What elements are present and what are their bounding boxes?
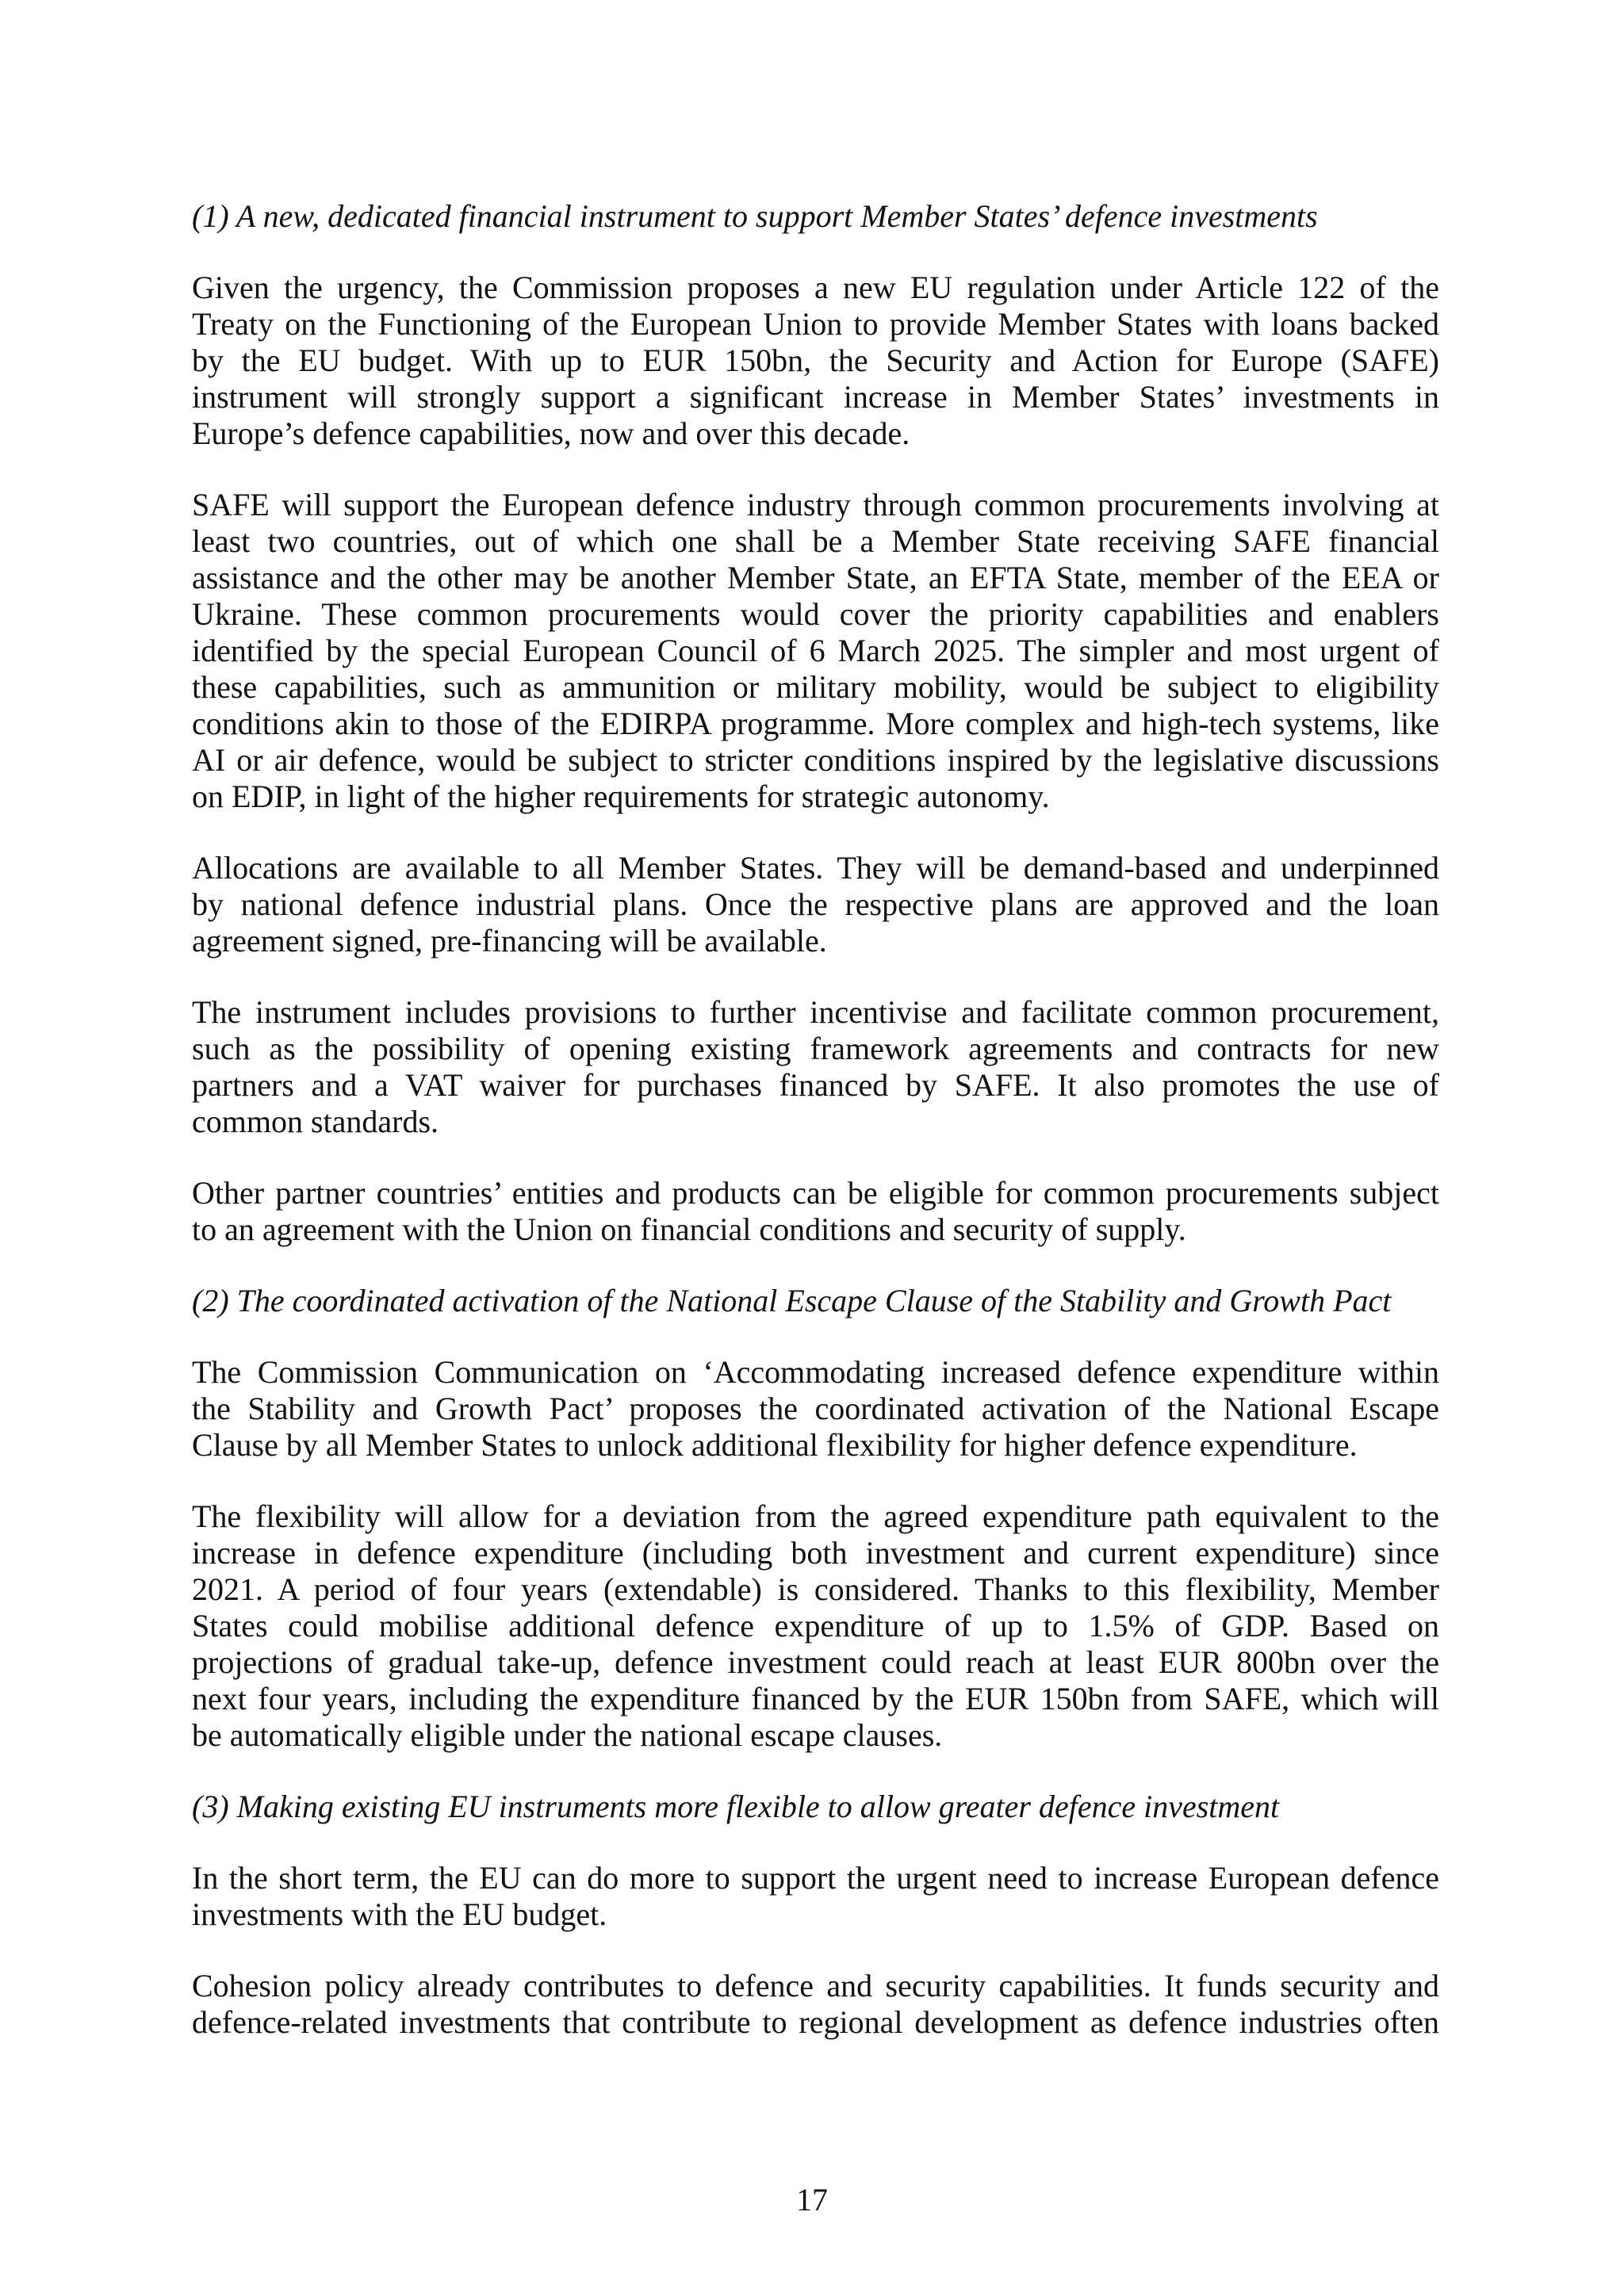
paragraph	[192, 1498, 1439, 1754]
text-line: the Stability and Growth Pact’ proposes the coordinated activation of the National Escape	[192, 1391, 1439, 1426]
text-line: common standards.	[192, 1104, 439, 1139]
text-line: Cohesion policy already contributes to defence and security capabilities. It funds security and	[192, 1968, 1439, 2003]
text-line: be automatically eligible under the national escape clauses.	[192, 1717, 943, 1753]
document-body	[192, 198, 1439, 2076]
text-line: States could mobilise additional defence expenditure of up to 1.5% of GDP. Based on	[192, 1608, 1439, 1644]
text-line: to an agreement with the Union on financial conditions and security of supply.	[192, 1211, 1186, 1247]
text-line: these capabilities, such as ammunition or military mobility, would be subject to eligibility	[192, 669, 1439, 705]
text-line: In the short term, the EU can do more to support the urgent need to increase European defence	[192, 1860, 1439, 1896]
text-line: on EDIP, in light of the higher requirements for strategic autonomy.	[192, 779, 1050, 814]
text-line: Ukraine. These common procurements would cover the priority capabilities and enablers	[192, 596, 1439, 632]
text-line: partners and a VAT waiver for purchases financed by SAFE. It also promotes the use of	[192, 1067, 1439, 1103]
text-line: The flexibility will allow for a deviation from the agreed expenditure path equivalent to the	[192, 1498, 1439, 1534]
text-line: increase in defence expenditure (including both investment and current expenditure) since	[192, 1535, 1439, 1571]
text-line: (2) The coordinated activation of the National Escape Clause of the Stability and Growth Pact	[192, 1283, 1392, 1318]
text-line: investments with the EU budget.	[192, 1896, 607, 1932]
text-line: Europe’s defence capabilities, now and over this decade.	[192, 415, 910, 451]
paragraph	[192, 850, 1439, 959]
section-heading	[192, 198, 1439, 235]
paragraph	[192, 487, 1439, 815]
paragraph	[192, 1968, 1439, 2041]
text-line: (1) A new, dedicated financial instrument to support Member States’ defence investments	[192, 198, 1318, 234]
text-line: assistance and the other may be another Member State, an EFTA State, member of the EEA or	[192, 560, 1439, 595]
page-number: 17	[796, 2182, 828, 2218]
text-line: by the EU budget. With up to EUR 150bn, the Security and Action for Europe (SAFE)	[192, 342, 1439, 378]
text-line: AI or air defence, would be subject to stricter conditions inspired by the legislative discussions	[192, 742, 1439, 778]
text-line: such as the possibility of opening existing framework agreements and contracts for new	[192, 1031, 1439, 1066]
paragraph	[192, 1860, 1439, 1933]
text-line: 2021. A period of four years (extendable) is considered. Thanks to this flexibility, Member	[192, 1571, 1439, 1607]
text-line: Clause by all Member States to unlock additional flexibility for higher defence expenditure.	[192, 1427, 1358, 1463]
paragraph	[192, 1175, 1439, 1248]
text-line: Given the urgency, the Commission proposes a new EU regulation under Article 122 of the	[192, 270, 1439, 305]
text-line: agreement signed, pre-financing will be available.	[192, 923, 827, 959]
paragraph	[192, 1354, 1439, 1464]
text-line: defence-related investments that contribute to regional development as defence industries often	[192, 2004, 1439, 2040]
text-line: instrument will strongly support a significant increase in Member States’ investments in	[192, 379, 1439, 415]
paragraph	[192, 270, 1439, 452]
text-line: The instrument includes provisions to further incentivise and facilitate common procurement,	[192, 994, 1439, 1030]
text-line: conditions akin to those of the EDIRPA programme. More complex and high-tech systems, like	[192, 706, 1439, 741]
text-line: by national defence industrial plans. Once the respective plans are approved and the loan	[192, 886, 1439, 922]
text-line: projections of gradual take-up, defence investment could reach at least EUR 800bn over the	[192, 1644, 1439, 1680]
text-line: SAFE will support the European defence industry through common procurements involving at	[192, 487, 1439, 522]
section-heading	[192, 1283, 1439, 1319]
text-line: Other partner countries’ entities and products can be eligible for common procurements subject	[192, 1175, 1439, 1211]
text-line: least two countries, out of which one shall be a Member State receiving SAFE financial	[192, 523, 1439, 559]
text-line: Allocations are available to all Member States. They will be demand-based and underpinned	[192, 850, 1439, 886]
text-line: The Commission Communication on ‘Accommodating increased defence expenditure within	[192, 1354, 1439, 1390]
text-line: Treaty on the Functioning of the European Union to provide Member States with loans backed	[192, 306, 1439, 342]
text-line: identified by the special European Council of 6 March 2025. The simpler and most urgent of	[192, 633, 1439, 668]
paragraph	[192, 994, 1439, 1140]
text-line: next four years, including the expenditure financed by the EUR 150bn from SAFE, which will	[192, 1681, 1439, 1716]
section-heading	[192, 1789, 1439, 1825]
text-line: (3) Making existing EU instruments more flexible to allow greater defence investment	[192, 1789, 1280, 1824]
